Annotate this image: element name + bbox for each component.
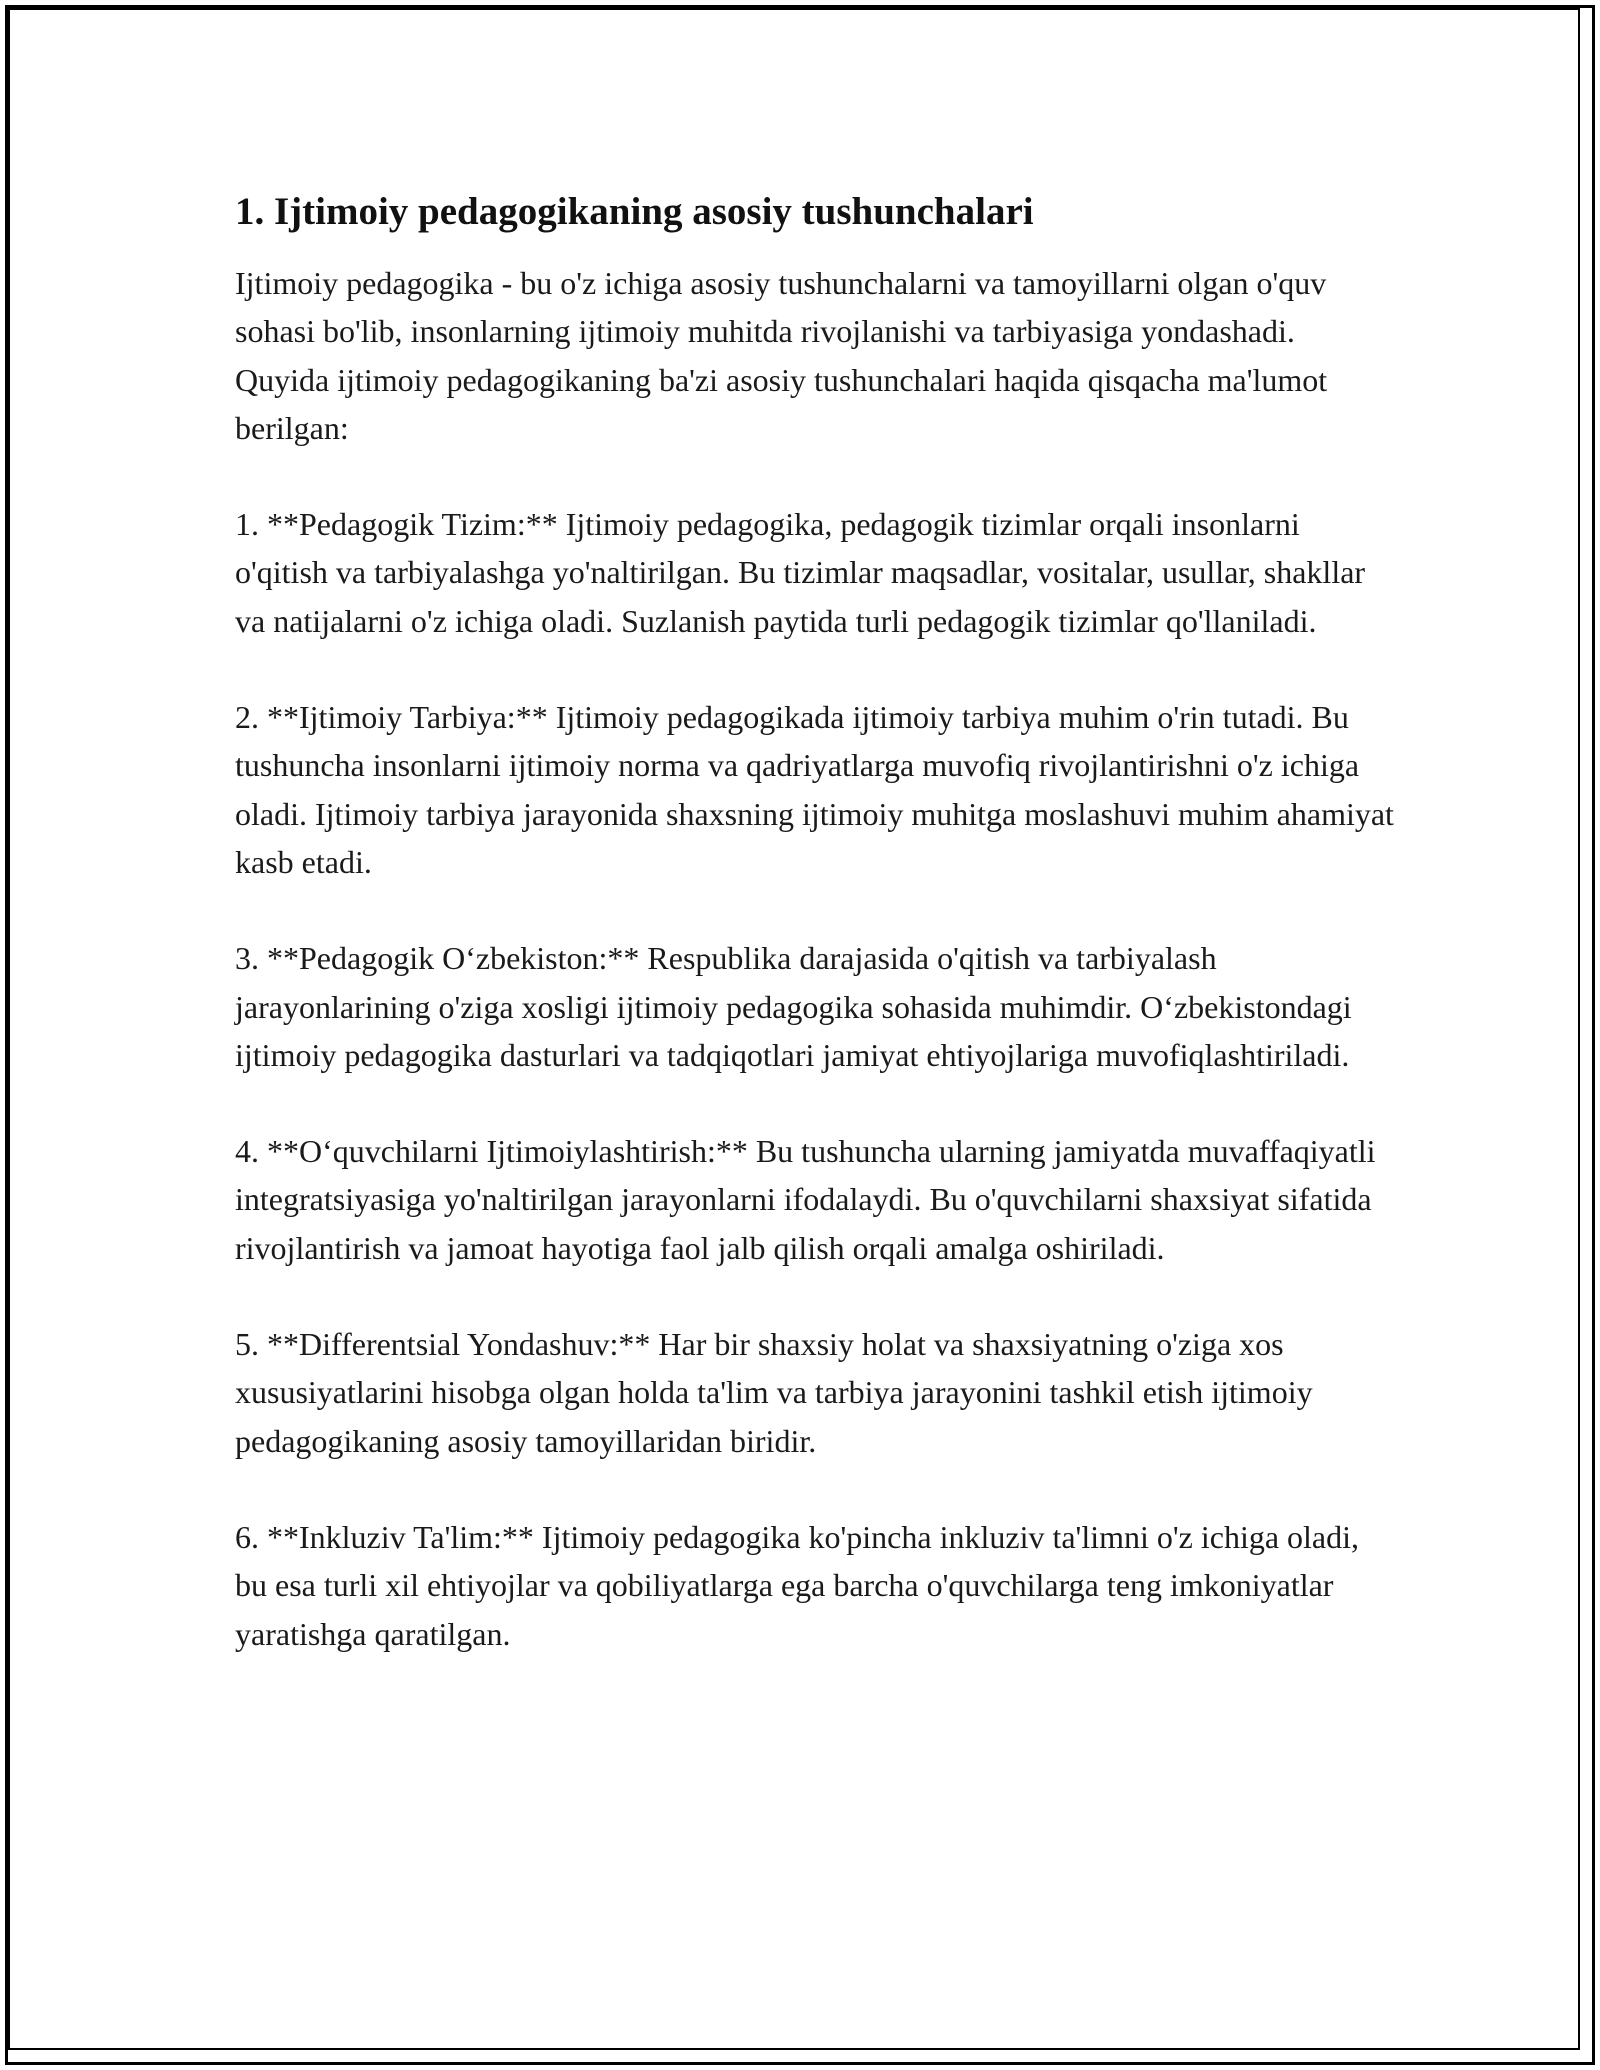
section-heading: 1. Ijtimoiy pedagogikaning asosiy tushunchalari [235,190,1034,233]
document-body [235,188,1395,1658]
paragraph-ijtimoiy-tarbiya: 2. **Ijtimoiy Tarbiya:** Ijtimoiy pedagogikada ijtimoiy tarbiya muhim o'rin tutadi. Bu tushuncha insonlarni ijtimoiy norma va qadriyatlarga muvofiq rivojlantirishni o'z ichiga oladi. Ijtimoiy tarbiya jarayonida shaxsning ijtimoiy muhitga moslashuvi muhim ahamiyat kasb etadi. [235,699,1394,880]
intro-paragraph: Ijtimoiy pedagogika - bu o'z ichiga asosiy tushunchalarni va tamoyillarni olgan o'quv sohasi bo'lib, insonlarning ijtimoiy muhitda rivojlanishi va tarbiyasiga yondashadi. Quyida ijtimoiy pedagogikaning ba'zi asosiy tushunchalari haqida qisqacha ma'lumot berilgan: [235,265,1328,446]
paragraph-differentsial-yondashuv: 5. **Differentsial Yondashuv:** Har bir shaxsiy holat va shaxsiyatning o'ziga xos xususiyatlarini hisobga olgan holda ta'lim va tarbiya jarayonini tashkil etish ijtimoiy pedagogikaning asosiy tamoyillaridan biridir. [235,1326,1313,1459]
paragraph-pedagogik-ozbekiston: 3. **Pedagogik O‘zbekiston:** Respublika darajasida o'qitish va tarbiyalash jarayonlarining o'ziga xosligi ijtimoiy pedagogika sohasida muhimdir. O‘zbekistondagi ijtimoiy pedagogika dasturlari va tadqiqotlari jamiyat ehtiyojlariga muvofiqlashtiriladi. [235,940,1352,1073]
paragraph-oquvchilarni-ijtimoiylashtirish: 4. **O‘quvchilarni Ijtimoiylashtirish:** Bu tushuncha ularning jamiyatda muvaffaqiyatli integratsiyasiga yo'naltirilgan jarayonlarni ifodalaydi. Bu o'quvchilarni shaxsiyat sifatida rivojlantirish va jamoat hayotiga faol jalb qilish orqali amalga oshiriladi. [235,1133,1376,1266]
paragraph-pedagogik-tizim: 1. **Pedagogik Tizim:** Ijtimoiy pedagogika, pedagogik tizimlar orqali insonlarni o'qitish va tarbiyalashga yo'naltirilgan. Bu tizimlar maqsadlar, vositalar, usullar, shakllar va natijalarni o'z ichiga oladi. Suzlanish paytida turli pedagogik tizimlar qo'llaniladi. [235,506,1366,639]
paragraph-inkluziv-talim: 6. **Inkluziv Ta'lim:** Ijtimoiy pedagogika ko'pincha inkluziv ta'limni o'z ichiga oladi, bu esa turli xil ehtiyojlar va qobiliyatlarga ega barcha o'quvchilarga teng imkoniyatlar yaratishga qaratilgan. [235,1518,1360,1652]
